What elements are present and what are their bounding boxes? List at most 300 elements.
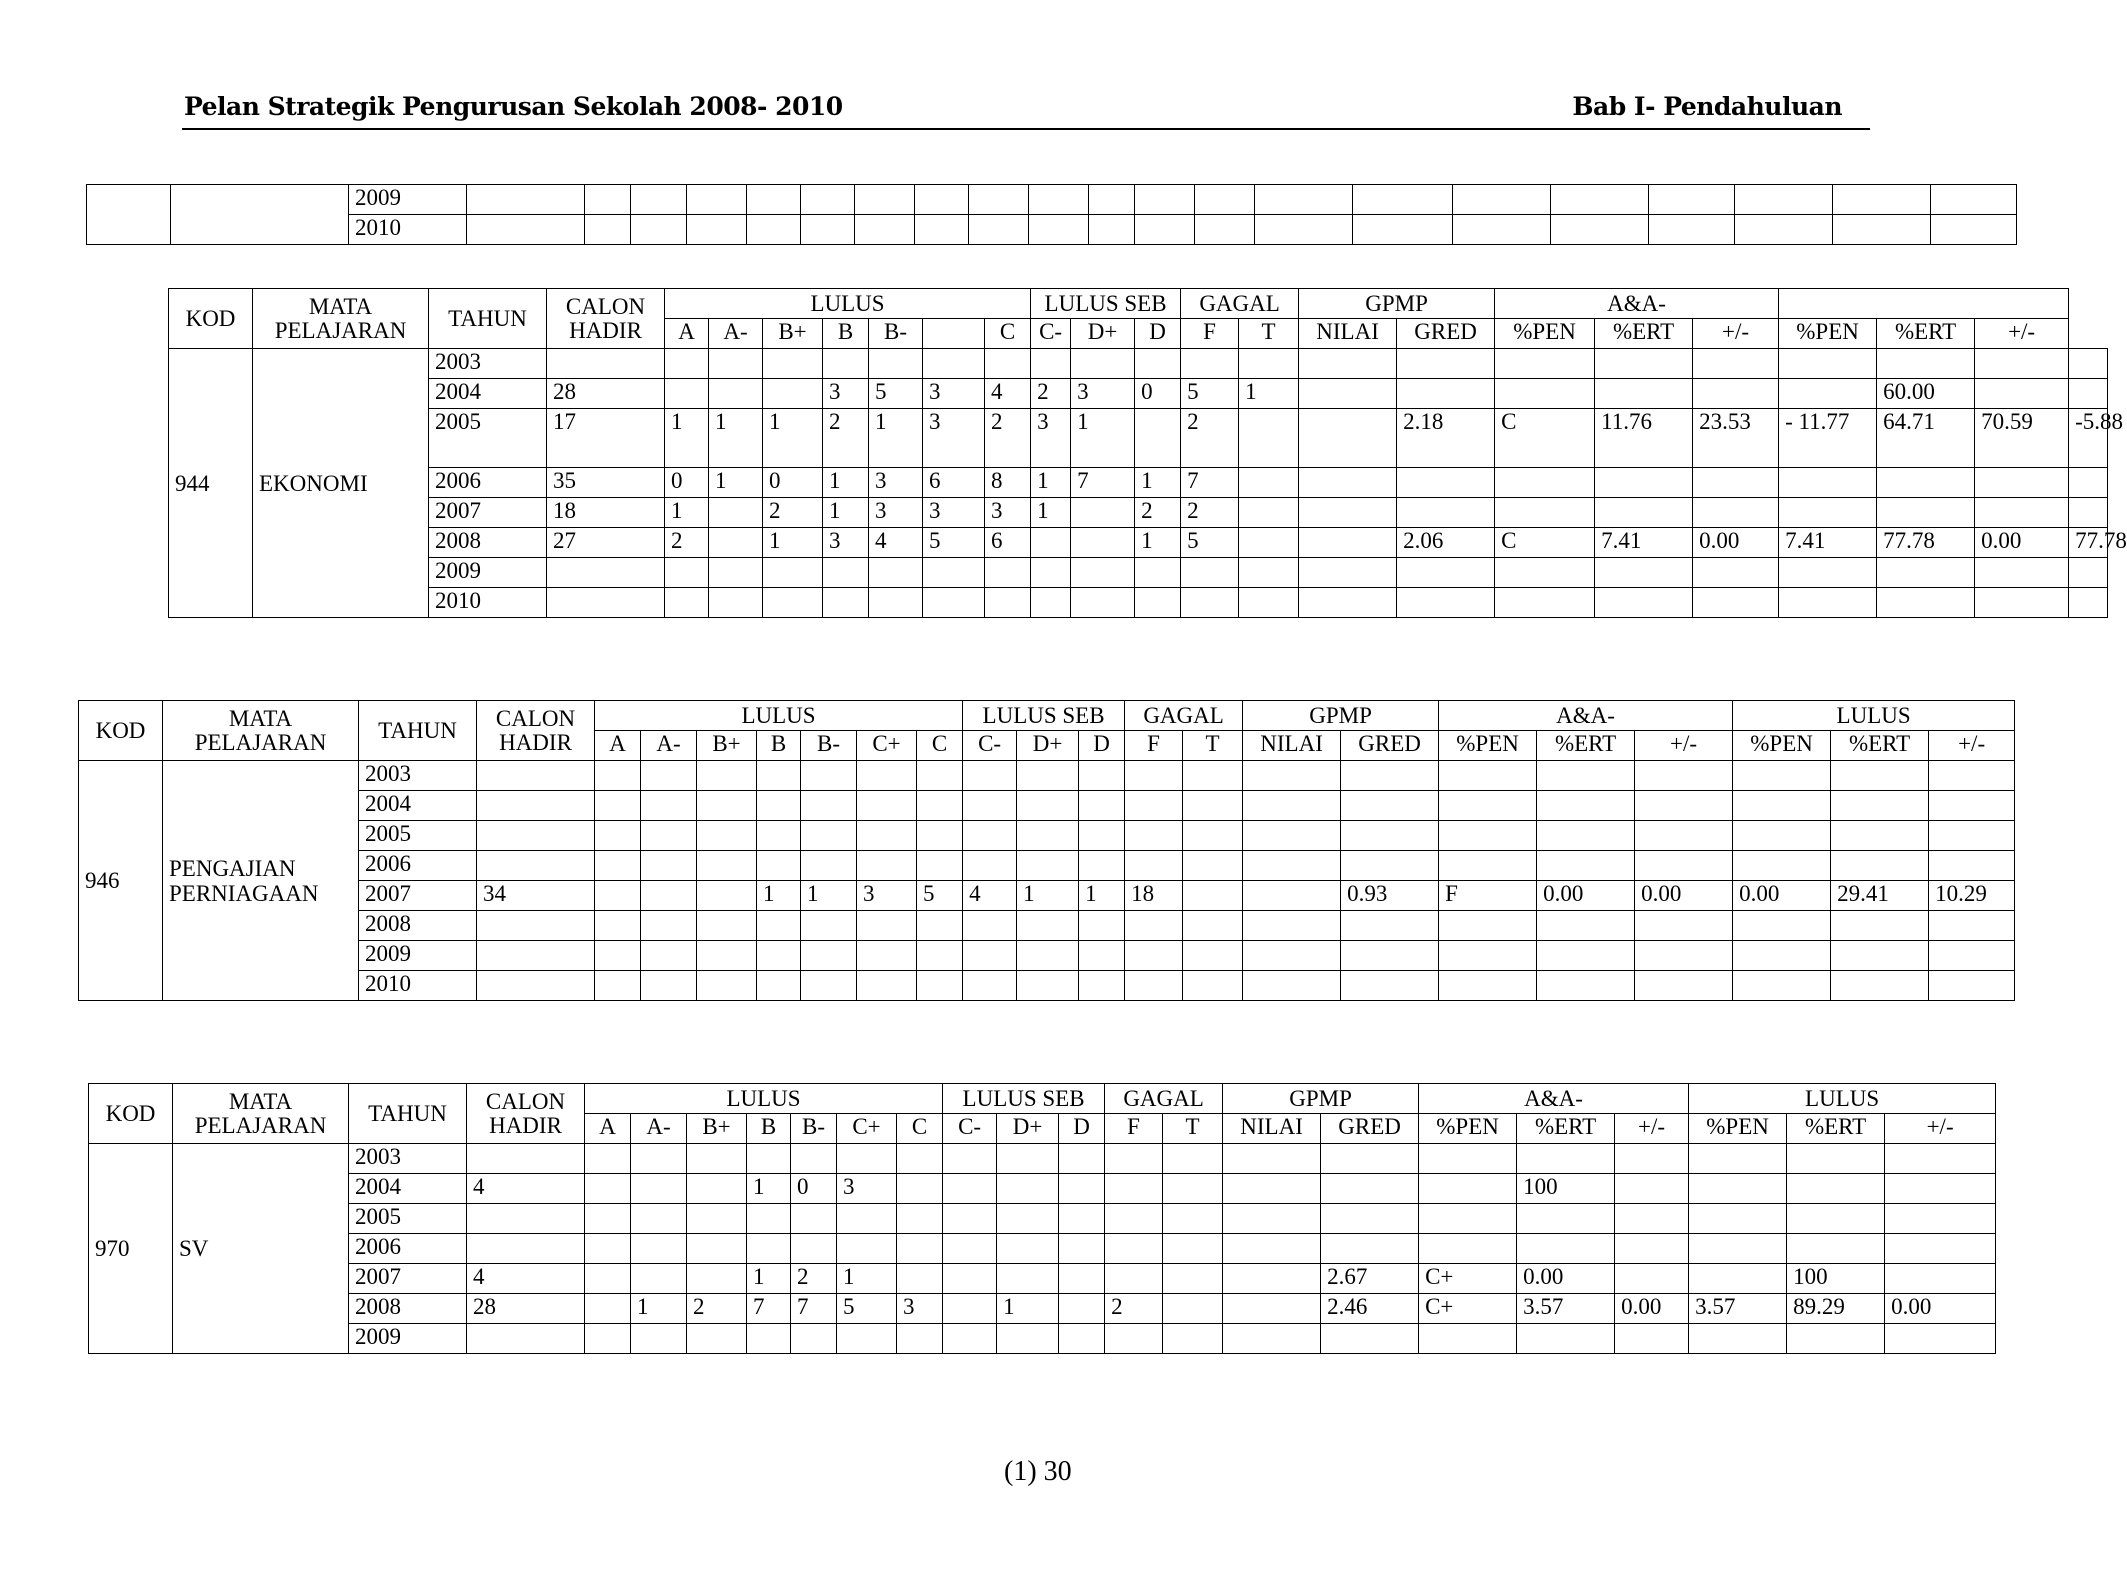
grade-count-cell	[1183, 971, 1243, 1001]
grade-count-cell	[801, 941, 857, 971]
table-row	[169, 379, 2108, 409]
year-cell: 2006	[349, 1234, 467, 1264]
year-cell: 2005	[349, 1204, 467, 1234]
aa-header: A&A-	[1419, 1084, 1689, 1114]
grade-count-cell: 1	[823, 468, 869, 498]
l-ert-cell: 0.00	[1975, 528, 2069, 558]
pen-cell: 100	[1517, 1174, 1615, 1204]
grade-count-cell: 5	[1181, 379, 1239, 409]
lulus-seb-header: LULUS SEB	[963, 701, 1125, 731]
grade-count-cell	[1105, 1144, 1163, 1174]
grade-count-cell	[641, 881, 697, 911]
ert-cell	[1615, 1144, 1689, 1174]
grade-count-cell	[687, 1234, 747, 1264]
grade-count-cell	[963, 761, 1017, 791]
lulus-pct-header	[1779, 289, 2069, 319]
column-header: D	[1059, 1114, 1105, 1144]
grade-count-cell	[791, 1144, 837, 1174]
table-row	[169, 588, 2108, 618]
grade-count-cell	[923, 558, 985, 588]
nilai-cell	[1341, 761, 1439, 791]
column-header: A-	[641, 731, 697, 761]
grade-count-cell	[697, 761, 757, 791]
grade-count-cell	[1163, 1204, 1223, 1234]
grade-count-cell	[585, 1174, 631, 1204]
table-970-container	[88, 1083, 1996, 1354]
l-pm-cell	[2069, 558, 2108, 588]
gred-cell	[1495, 379, 1595, 409]
ert-cell	[1693, 558, 1779, 588]
grade-count-cell	[1079, 791, 1125, 821]
gred-cell	[1495, 468, 1595, 498]
calon-cell	[477, 851, 595, 881]
grade-count-cell	[757, 821, 801, 851]
empty-cell	[801, 185, 855, 215]
pm-cell	[1689, 1234, 1787, 1264]
empty-cell	[1029, 185, 1089, 215]
table-row	[89, 1264, 1996, 1294]
l-pm-cell	[2069, 349, 2108, 379]
pm-cell	[1779, 468, 1877, 498]
year-cell: 2009	[349, 185, 467, 215]
l-ert-cell	[1929, 911, 2015, 941]
grade-count-cell	[1017, 851, 1079, 881]
l-ert-cell	[1975, 379, 2069, 409]
grade-count-cell	[595, 791, 641, 821]
grade-count-cell	[1163, 1324, 1223, 1354]
grade-count-cell	[631, 1234, 687, 1264]
calon-cell	[547, 349, 665, 379]
grade-count-cell	[801, 821, 857, 851]
lulus-pct-header: LULUS	[1733, 701, 2015, 731]
table-970	[88, 1083, 1996, 1354]
grade-count-cell	[757, 911, 801, 941]
year-cell: 2007	[349, 1264, 467, 1294]
ert-cell	[1635, 761, 1733, 791]
grade-count-cell	[1017, 791, 1079, 821]
year-cell: 2004	[349, 1174, 467, 1204]
nilai-cell	[1341, 911, 1439, 941]
grade-count-cell	[1183, 761, 1243, 791]
ert-cell	[1615, 1324, 1689, 1354]
grade-count-cell	[963, 821, 1017, 851]
table-944-container	[168, 288, 2127, 668]
grade-count-cell: 1	[1135, 468, 1181, 498]
l-pm-cell	[2069, 379, 2108, 409]
grade-count-cell: 4	[985, 379, 1031, 409]
nilai-cell	[1397, 498, 1495, 528]
pm-cell	[1689, 1174, 1787, 1204]
year-cell: 2008	[359, 911, 477, 941]
empty-cell	[1551, 215, 1649, 245]
grade-count-cell	[641, 851, 697, 881]
l-pen-cell	[1831, 821, 1929, 851]
pen-cell	[1537, 761, 1635, 791]
empty-cell	[1299, 588, 1397, 618]
table-row	[79, 821, 2015, 851]
grade-count-cell	[897, 1264, 943, 1294]
ert-cell	[1693, 349, 1779, 379]
table-row	[89, 1234, 1996, 1264]
grade-count-cell: 2	[791, 1264, 837, 1294]
grade-count-cell	[1135, 349, 1181, 379]
grade-count-cell	[1163, 1294, 1223, 1324]
empty-cell	[1299, 468, 1397, 498]
grade-count-cell: 1	[837, 1264, 897, 1294]
l-pen-cell	[1787, 1234, 1885, 1264]
calon-cell	[477, 941, 595, 971]
grade-count-cell: 7	[1071, 468, 1135, 498]
grade-count-cell	[917, 851, 963, 881]
grade-count-cell	[897, 1234, 943, 1264]
grade-count-cell: 1	[801, 881, 857, 911]
grade-count-cell	[763, 558, 823, 588]
grade-count-cell	[585, 1204, 631, 1234]
column-header: NILAI	[1223, 1114, 1321, 1144]
l-pm-cell: -5.88	[2069, 409, 2108, 468]
table-row	[89, 1144, 1996, 1174]
nilai-cell	[1397, 588, 1495, 618]
grade-count-cell	[1183, 881, 1243, 911]
pen-cell	[1517, 1234, 1615, 1264]
empty-cell	[687, 215, 747, 245]
grade-count-cell	[631, 1174, 687, 1204]
empty-cell	[1299, 558, 1397, 588]
grade-count-cell	[943, 1174, 997, 1204]
nilai-cell	[1341, 971, 1439, 1001]
column-header: D	[1079, 731, 1125, 761]
grade-count-cell: 7	[747, 1294, 791, 1324]
subject-cell: PENGAJIAN PERNIAGAAN	[163, 761, 359, 1001]
l-pm-cell	[2069, 498, 2108, 528]
column-header: +/-	[1693, 319, 1779, 349]
grade-count-cell: 4	[963, 881, 1017, 911]
column-header: C-	[963, 731, 1017, 761]
l-pen-cell	[1787, 1204, 1885, 1234]
grade-count-cell	[1183, 791, 1243, 821]
grade-count-cell	[917, 791, 963, 821]
document-title: Pelan Strategik Pengurusan Sekolah 2008- 2010	[184, 92, 843, 121]
nilai-cell: 2.18	[1397, 409, 1495, 468]
grade-count-cell	[923, 588, 985, 618]
grade-count-cell	[641, 821, 697, 851]
subject-cell	[171, 185, 349, 245]
grade-count-cell	[1105, 1324, 1163, 1354]
column-header: %ERT	[1517, 1114, 1615, 1144]
column-header: %PEN	[1779, 319, 1877, 349]
grade-count-cell: 2	[763, 498, 823, 528]
column-header: F	[1105, 1114, 1163, 1144]
grade-count-cell	[1223, 1294, 1321, 1324]
grade-count-cell: 2	[1135, 498, 1181, 528]
grade-count-cell: 1	[747, 1264, 791, 1294]
kod-header: KOD	[169, 289, 253, 349]
grade-count-cell	[857, 941, 917, 971]
empty-cell	[855, 185, 915, 215]
empty-cell	[1195, 215, 1255, 245]
calon-cell: 35	[547, 468, 665, 498]
page-header	[182, 92, 1870, 130]
pm-cell	[1733, 851, 1831, 881]
table-row	[89, 1174, 1996, 1204]
grade-count-cell	[1239, 558, 1299, 588]
grade-count-cell	[631, 1324, 687, 1354]
empty-cell	[1649, 185, 1735, 215]
grade-count-cell	[757, 761, 801, 791]
grade-count-cell	[857, 911, 917, 941]
grade-count-cell	[857, 851, 917, 881]
table-row	[79, 911, 2015, 941]
subject-cell: SV	[173, 1144, 349, 1354]
grade-count-cell	[823, 349, 869, 379]
grade-count-cell	[837, 1204, 897, 1234]
grade-count-cell	[595, 941, 641, 971]
grade-count-cell	[1243, 851, 1341, 881]
column-header: B+	[697, 731, 757, 761]
grade-count-cell	[943, 1264, 997, 1294]
gagal-header: GAGAL	[1125, 701, 1243, 731]
column-header: T	[1183, 731, 1243, 761]
empty-cell	[1353, 185, 1453, 215]
l-pen-cell	[1877, 349, 1975, 379]
grade-count-cell: 0	[1135, 379, 1181, 409]
pen-cell	[1595, 379, 1693, 409]
grade-count-cell	[1105, 1204, 1163, 1234]
l-pen-cell	[1831, 911, 1929, 941]
grade-count-cell	[1181, 558, 1239, 588]
l-ert-cell	[1929, 941, 2015, 971]
grade-count-cell	[1181, 588, 1239, 618]
table-row	[169, 468, 2108, 498]
column-header: GRED	[1341, 731, 1439, 761]
calon-hadir-header: CALON HADIR	[477, 701, 595, 761]
column-header	[923, 319, 985, 349]
gpmp-header: GPMP	[1299, 289, 1495, 319]
l-pen-cell	[1831, 971, 1929, 1001]
column-header: D	[1135, 319, 1181, 349]
pm-cell	[1733, 911, 1831, 941]
grade-count-cell	[985, 588, 1031, 618]
aa-header: A&A-	[1439, 701, 1733, 731]
l-pen-cell	[1831, 851, 1929, 881]
grade-count-cell	[1031, 588, 1071, 618]
nilai-cell: 0.93	[1341, 881, 1439, 911]
table-row	[79, 971, 2015, 1001]
l-ert-cell	[1885, 1264, 1996, 1294]
grade-count-cell	[641, 911, 697, 941]
grade-count-cell: 3	[869, 468, 923, 498]
gred-cell	[1419, 1144, 1517, 1174]
column-header: T	[1239, 319, 1299, 349]
pen-cell	[1517, 1204, 1615, 1234]
column-header: +/-	[1885, 1114, 1996, 1144]
grade-count-cell	[943, 1204, 997, 1234]
grade-count-cell	[1071, 558, 1135, 588]
grade-count-cell	[1181, 349, 1239, 379]
grade-count-cell	[869, 588, 923, 618]
lulus-seb-header: LULUS SEB	[943, 1084, 1105, 1114]
calon-cell: 4	[467, 1264, 585, 1294]
grade-count-cell	[857, 821, 917, 851]
grade-count-cell	[1105, 1234, 1163, 1264]
grade-count-cell: 2	[823, 409, 869, 468]
l-ert-cell	[1929, 851, 2015, 881]
empty-cell	[801, 215, 855, 245]
column-header: B	[823, 319, 869, 349]
grade-count-cell	[1071, 498, 1135, 528]
kod-header: KOD	[89, 1084, 173, 1144]
pen-cell	[1595, 498, 1693, 528]
grade-count-cell	[1243, 791, 1341, 821]
grade-count-cell	[1017, 911, 1079, 941]
grade-count-cell: 3	[923, 409, 985, 468]
column-header: B	[747, 1114, 791, 1144]
column-header: C+	[857, 731, 917, 761]
grade-count-cell: 7	[791, 1294, 837, 1324]
grade-count-cell: 5	[869, 379, 923, 409]
pm-cell	[1733, 941, 1831, 971]
column-header: %PEN	[1689, 1114, 1787, 1144]
grade-count-cell	[791, 1324, 837, 1354]
gred-cell: C+	[1419, 1264, 1517, 1294]
ert-cell: 23.53	[1693, 409, 1779, 468]
grade-count-cell	[1223, 1174, 1321, 1204]
grade-count-cell	[791, 1204, 837, 1234]
empty-cell	[1089, 185, 1135, 215]
ert-cell	[1615, 1174, 1689, 1204]
grade-count-cell	[709, 588, 763, 618]
pen-cell	[1517, 1324, 1615, 1354]
grade-count-cell	[1183, 851, 1243, 881]
pen-cell: 11.76	[1595, 409, 1693, 468]
tahun-header: TAHUN	[429, 289, 547, 349]
empty-cell	[1299, 379, 1397, 409]
pen-cell: 7.41	[1595, 528, 1693, 558]
grade-count-cell: 2	[687, 1294, 747, 1324]
calon-cell	[467, 1234, 585, 1264]
grade-count-cell	[917, 911, 963, 941]
pen-cell	[1595, 349, 1693, 379]
column-header: A-	[631, 1114, 687, 1144]
empty-cell	[1255, 185, 1353, 215]
grade-count-cell	[1079, 821, 1125, 851]
grade-count-cell	[687, 1324, 747, 1354]
grade-count-cell	[857, 761, 917, 791]
grade-count-cell	[709, 379, 763, 409]
empty-cell	[969, 185, 1029, 215]
calon-cell	[547, 588, 665, 618]
l-pm-cell	[2069, 468, 2108, 498]
table-946	[78, 700, 2015, 1001]
grade-count-cell	[1125, 911, 1183, 941]
nilai-cell	[1321, 1174, 1419, 1204]
column-header: B	[757, 731, 801, 761]
grade-count-cell	[1223, 1234, 1321, 1264]
grade-count-cell	[757, 971, 801, 1001]
year-cell: 2003	[429, 349, 547, 379]
grade-count-cell	[1239, 528, 1299, 558]
empty-cell	[1551, 185, 1649, 215]
calon-hadir-header: CALON HADIR	[547, 289, 665, 349]
grade-count-cell: 3	[923, 498, 985, 528]
gred-cell	[1495, 498, 1595, 528]
mata-pelajaran-header: MATA PELAJARAN	[173, 1084, 349, 1144]
pm-cell: - 11.77	[1779, 409, 1877, 468]
grade-count-cell	[801, 851, 857, 881]
gred-cell	[1495, 558, 1595, 588]
grade-count-cell	[1017, 941, 1079, 971]
year-cell: 2005	[359, 821, 477, 851]
empty-cell	[1299, 528, 1397, 558]
grade-count-cell	[997, 1234, 1059, 1264]
l-pen-cell	[1787, 1324, 1885, 1354]
table-944	[168, 288, 2127, 618]
grade-count-cell	[1105, 1264, 1163, 1294]
empty-cell	[1195, 185, 1255, 215]
column-header: A	[595, 731, 641, 761]
grade-count-cell: 1	[1071, 409, 1135, 468]
grade-count-cell	[1125, 761, 1183, 791]
year-cell: 2009	[429, 558, 547, 588]
column-header: %PEN	[1439, 731, 1537, 761]
ert-cell: 0.00	[1635, 881, 1733, 911]
grade-count-cell: 1	[1031, 498, 1071, 528]
empty-cell	[915, 185, 969, 215]
grade-count-cell	[747, 1234, 791, 1264]
grade-count-cell	[697, 941, 757, 971]
column-header: NILAI	[1243, 731, 1341, 761]
pen-cell	[1595, 468, 1693, 498]
grade-count-cell	[595, 821, 641, 851]
empty-cell	[631, 215, 687, 245]
grade-count-cell	[943, 1294, 997, 1324]
nilai-cell	[1397, 349, 1495, 379]
lulus-pct-header: LULUS	[1689, 1084, 1996, 1114]
grade-count-cell	[897, 1144, 943, 1174]
pm-cell	[1779, 379, 1877, 409]
column-header: C+	[837, 1114, 897, 1144]
grade-count-cell	[1243, 761, 1341, 791]
pm-cell	[1689, 1144, 1787, 1174]
empty-cell	[1299, 349, 1397, 379]
kod-cell	[87, 185, 171, 245]
calon-cell	[467, 1204, 585, 1234]
grade-count-cell: 6	[923, 468, 985, 498]
pm-cell	[1733, 821, 1831, 851]
l-pen-cell	[1877, 588, 1975, 618]
nilai-cell: 2.67	[1321, 1264, 1419, 1294]
grade-count-cell: 1	[1135, 528, 1181, 558]
grade-count-cell: 1	[997, 1294, 1059, 1324]
ert-cell	[1635, 941, 1733, 971]
ert-cell	[1693, 588, 1779, 618]
lulus-seb-header: LULUS SEB	[1031, 289, 1181, 319]
l-pen-cell	[1877, 498, 1975, 528]
grade-count-cell	[1135, 558, 1181, 588]
nilai-cell	[1321, 1324, 1419, 1354]
ert-cell: 0.00	[1615, 1294, 1689, 1324]
ert-cell	[1635, 851, 1733, 881]
grade-count-cell	[641, 761, 697, 791]
pm-cell	[1689, 1204, 1787, 1234]
gred-cell	[1439, 851, 1537, 881]
grade-count-cell: 5	[917, 881, 963, 911]
table-row	[79, 881, 2015, 911]
nilai-cell	[1341, 791, 1439, 821]
grade-count-cell	[943, 1234, 997, 1264]
grade-count-cell	[1125, 941, 1183, 971]
grade-count-cell	[595, 881, 641, 911]
